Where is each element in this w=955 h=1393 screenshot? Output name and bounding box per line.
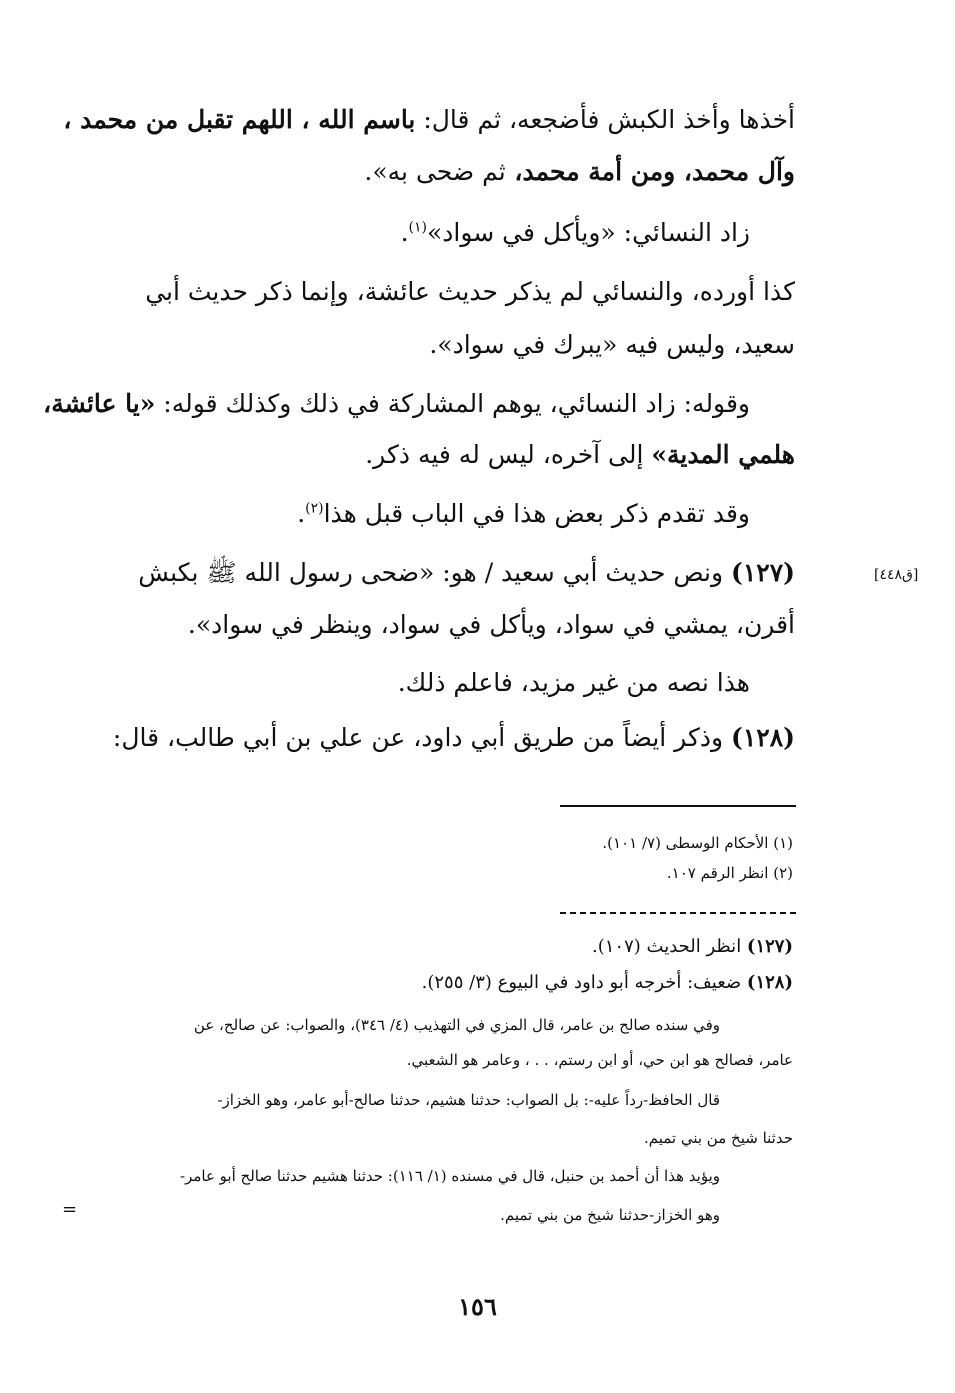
commentary-paragraph-line: وهو الخزاز-حدثنا شيخ من بني تميم.: [500, 1206, 720, 1224]
continuation-mark: =: [62, 1199, 78, 1220]
main-text-bold-span: هلمي المدية»: [651, 440, 795, 469]
commentary-text: ضعيف: أخرجه أبو داود في البيوع (٣/ ٢٥٥).: [421, 972, 747, 993]
main-text-span: ونص حديث أبي سعيد / هو: «ضحى رسول الله ﷺ بكبش: [138, 558, 732, 587]
commentary-paragraph-line: ويؤيد هذا أن أحمد بن حنبل، قال في مسنده (١/ ١١٦): حدثنا هشيم حدثنا صالح أبو عامر-: [180, 1167, 720, 1185]
main-text-line: [138, 553, 795, 593]
main-text-bold-span: «يا عائشة،: [43, 389, 156, 418]
commentary-number: (١٢٨): [746, 972, 793, 993]
main-text-span: سعيد، وليس فيه «يبرك في سواد».: [429, 330, 795, 359]
main-text-line: [63, 100, 795, 140]
main-text-span: زاد النسائي: «ويأكل في سواد»: [427, 218, 750, 247]
footnote-separator: [560, 805, 796, 807]
main-text-line: [113, 718, 795, 758]
main-text-span: وذكر أيضاً من طريق أبي داود، عن علي بن أبي طالب، قال:: [112, 723, 732, 752]
main-text-line: [297, 494, 750, 534]
main-text-span: كذا أورده، والنسائي لم يذكر حديث عائشة، وإنما ذكر حديث أبي: [145, 277, 795, 306]
manuscript-folio-ref: [ق٤٤٨]: [874, 567, 919, 583]
main-text-span: ثم ضحى به».: [364, 157, 506, 186]
main-text-line: [365, 435, 795, 475]
commentary-paragraph-line: عامر، فصالح هو ابن حي، أو ابن رستم، . . ، وعامر هو الشعبي.: [406, 1051, 793, 1069]
footnote-ref-2: (٢): [305, 500, 324, 517]
main-text-span: أخذها وأخذ الكبش فأضجعه، ثم قال:: [415, 105, 795, 134]
main-text-line: [43, 384, 750, 424]
main-text-span: .: [297, 499, 306, 528]
main-text-span: .: [400, 218, 409, 247]
main-text-span: وقوله: زاد النسائي، يوهم المشاركة في ذلك وكذلك قوله:: [155, 389, 750, 418]
main-text-bold-span: وآل محمد، ومن أمة محمد،: [505, 157, 795, 186]
main-text-span: وقد تقدم ذكر بعض هذا في الباب قبل هذا: [323, 499, 750, 528]
footnote-1: (١) الأحكام الوسطى (٧/ ١٠١).: [602, 834, 793, 852]
main-text-line: [401, 213, 750, 253]
main-text-line: [398, 663, 750, 703]
main-text-span: إلى آخره، ليس له فيه ذكر.: [365, 440, 652, 469]
main-text-line: [364, 152, 795, 192]
commentary-paragraph-line: وفي سنده صالح بن عامر، قال المزي في التهذيب (٤/ ٣٤٦)، والصواب: عن صالح، عن: [193, 1016, 720, 1034]
main-text-line: [145, 272, 795, 312]
main-text-span: أقرن، يمشي في سواد، ويأكل في سواد، وينظر في سواد».: [187, 610, 795, 639]
main-text-bold-span: باسم الله ، اللهم تقبل من محمد ،: [63, 105, 416, 134]
commentary-paragraph-line: حدثنا شيخ من بني تميم.: [643, 1129, 793, 1147]
footnote-ref-1: (١): [408, 219, 427, 236]
page-number: ١٥٦: [458, 1292, 497, 1321]
commentary-text: انظر الحديث (١٠٧).: [592, 936, 747, 957]
hadith-number: (١٢٧): [731, 558, 795, 587]
main-text-line: [188, 605, 795, 645]
commentary-separator: [560, 912, 796, 914]
footnote-2: (٢) انظر الرقم ١٠٧.: [666, 864, 793, 882]
main-text-line: [429, 325, 795, 365]
commentary-128: [422, 970, 793, 996]
commentary-127: [592, 934, 793, 960]
main-text-span: هذا نصه من غير مزيد، فاعلم ذلك.: [397, 668, 750, 697]
hadith-number: (١٢٨): [731, 723, 795, 752]
commentary-number: (١٢٧): [746, 936, 793, 957]
commentary-paragraph-line: قال الحافظ-رداً عليه-: بل الصواب: حدثنا هشيم، حدثنا صالح-أبو عامر، وهو الخزاز-: [217, 1091, 720, 1109]
